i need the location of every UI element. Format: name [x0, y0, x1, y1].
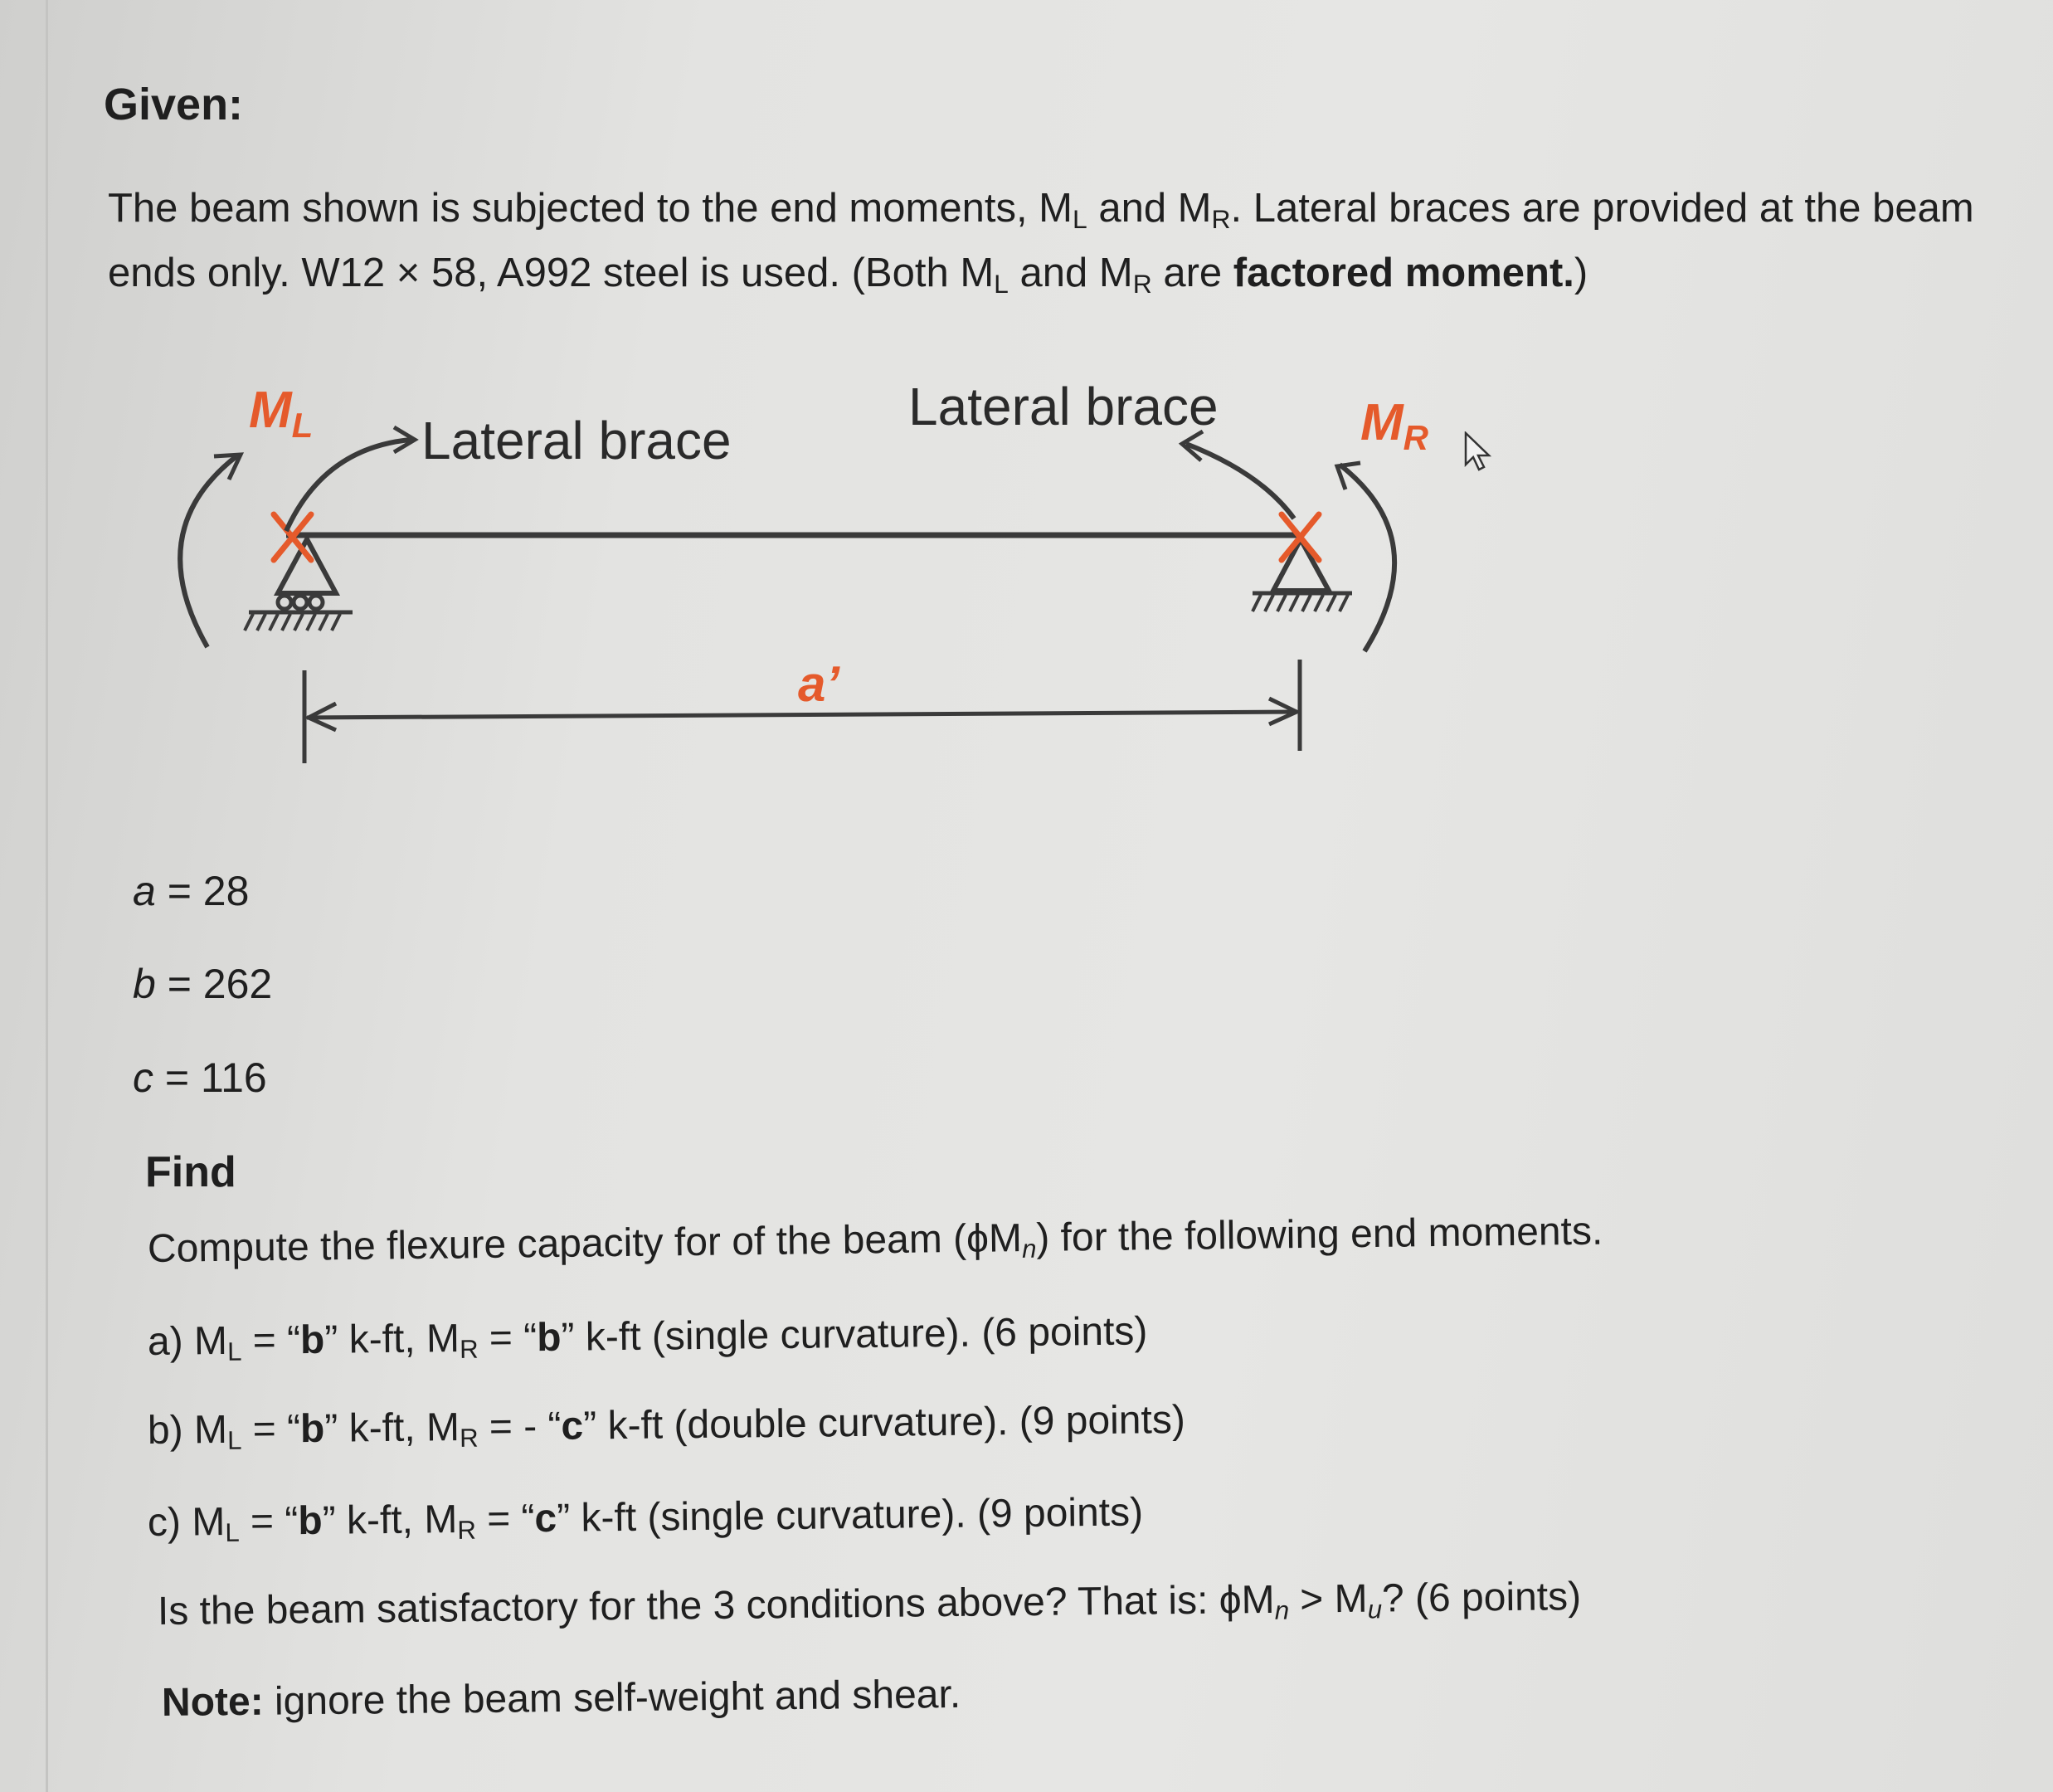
- right-moment-arc: [1340, 465, 1394, 651]
- left-brace-pointer: [286, 440, 411, 531]
- variable-c: c = 116: [133, 1054, 267, 1101]
- question-c: c) $M_L$ = “b” k-ft, $M_R$ = “c” k-ft (single curvature). (9 points): [147, 1490, 1144, 1547]
- right-pin-support: [1253, 539, 1352, 611]
- span-label: a’: [798, 656, 840, 712]
- intro-line-1: The beam shown is subjected to the end moments, $M_L$ and $M_R$. Lateral braces are provided at the beam: [108, 186, 1974, 234]
- beam-diagram: [0, 332, 1576, 796]
- mouse-cursor-icon: [1462, 431, 1496, 473]
- question-b: b) $M_L$ = “b” k-ft, $M_R$ = - “c” k-ft (double curvature). (9 points): [147, 1397, 1186, 1455]
- satisfactory-question: Is the beam satisfactory for the 3 conditions above? That is: $\phi M_n > M_u$? (6 points): [157, 1575, 1582, 1634]
- right-moment-arrowhead: [1337, 463, 1360, 489]
- intro-line-2: ends only. W12 × 58, A992 steel is used. (Both $M_L$ and $M_R$ are factored moment.): [108, 251, 1588, 299]
- right-moment-label: MR: [1360, 394, 1428, 457]
- question-a: a) $M_L$ = “b” k-ft, $M_R$ = “b” k-ft (single curvature). (6 points): [147, 1309, 1148, 1366]
- question-intro: Compute the flexure capacity for of the beam $(\phi M_n)$ for the following end moments.: [147, 1209, 1603, 1271]
- variable-a: a = 28: [133, 868, 250, 914]
- left-moment-label: ML: [249, 382, 314, 445]
- left-moment-arc: [180, 456, 236, 647]
- given-heading: Given:: [104, 80, 244, 129]
- left-brace-label: Lateral brace: [421, 411, 732, 470]
- right-brace-pointer: [1186, 444, 1294, 519]
- find-heading: Find: [145, 1148, 236, 1196]
- note-line: Note: ignore the beam self-weight and shear.: [161, 1672, 961, 1725]
- left-roller-support: [245, 539, 353, 631]
- page-edge: [46, 0, 48, 1792]
- right-brace-label: Lateral brace: [908, 377, 1219, 436]
- variable-b: b = 262: [133, 961, 273, 1007]
